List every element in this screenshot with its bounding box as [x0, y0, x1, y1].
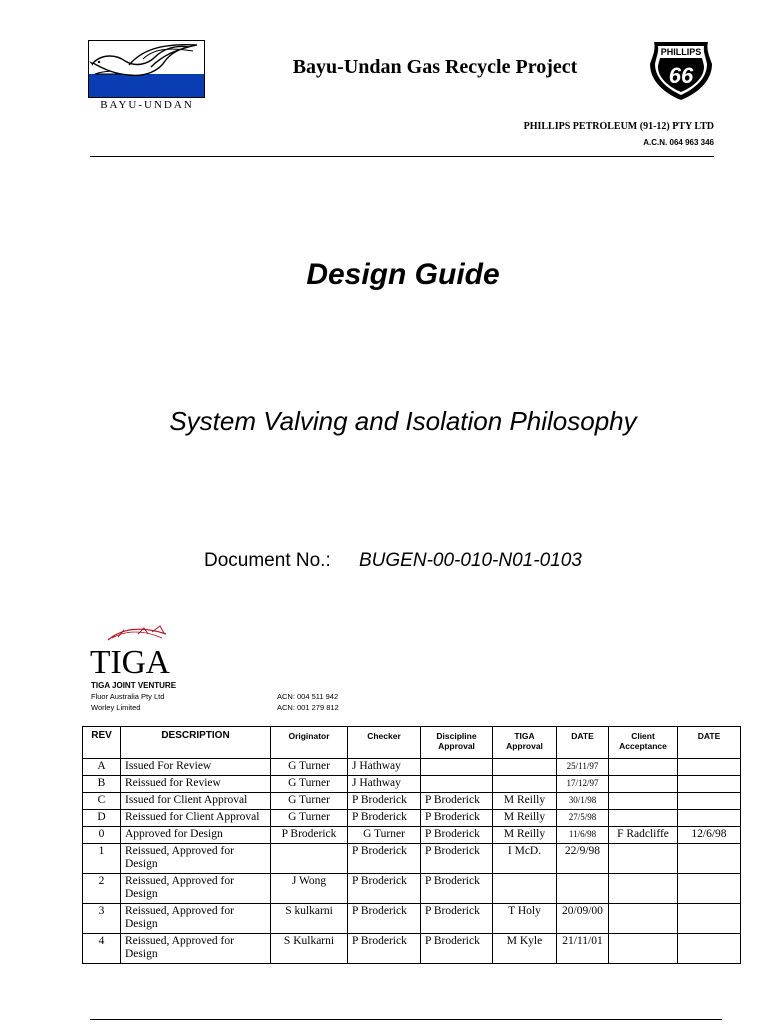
tiga-logo: [88, 624, 172, 676]
document-title: Design Guide: [306, 258, 500, 291]
cell-rev: B: [83, 776, 121, 793]
cell-date: 17/12/97: [557, 776, 609, 793]
cell-description: Issued for Client Approval: [121, 793, 271, 810]
cell-description: Approved for Design: [121, 827, 271, 844]
cell-client-acceptance: [609, 904, 678, 934]
cell-client-date: [678, 874, 741, 904]
cell-client-date: [678, 934, 741, 964]
column-header-date: DATE: [557, 727, 609, 759]
table-header-row: [83, 727, 741, 759]
cell-date: 11/6/98: [557, 827, 609, 844]
cell-date: 27/5/98: [557, 810, 609, 827]
cell-checker: P Broderick: [348, 904, 421, 934]
cell-client-date: [678, 844, 741, 874]
cell-description: Reissued, Approved for Design: [121, 874, 271, 904]
cell-client-acceptance: [609, 776, 678, 793]
cell-checker: J Hathway: [348, 776, 421, 793]
cell-date: [557, 874, 609, 904]
cell-tiga-approval: [493, 874, 557, 904]
cell-client-date: 12/6/98: [678, 827, 741, 844]
cell-client-date: [678, 759, 741, 776]
cell-checker: J Hathway: [348, 759, 421, 776]
column-header-client-acceptance: Client Acceptance: [609, 727, 678, 759]
cell-description: Reissued, Approved for Design: [121, 844, 271, 874]
cell-tiga-approval: [493, 776, 557, 793]
project-title: Bayu-Undan Gas Recycle Project: [292, 56, 578, 78]
cell-date: 25/11/97: [557, 759, 609, 776]
cell-client-acceptance: [609, 793, 678, 810]
bird-emblem-icon: [89, 41, 204, 97]
table-row: [83, 874, 741, 904]
column-header-client-date: DATE: [678, 727, 741, 759]
cell-discipline-approval: P Broderick: [421, 793, 493, 810]
fluor-acn: ACN: 004 511 942: [277, 692, 339, 701]
cell-originator: [271, 844, 348, 874]
cell-originator: G Turner: [271, 776, 348, 793]
cell-checker: P Broderick: [348, 810, 421, 827]
cell-tiga-approval: M Reilly: [493, 810, 557, 827]
bayu-undan-logo: [88, 40, 205, 98]
cell-checker: P Broderick: [348, 934, 421, 964]
column-header-discipline-approval: Discipline Approval: [421, 727, 493, 759]
cell-client-acceptance: [609, 759, 678, 776]
cell-description: Reissued, Approved for Design: [121, 934, 271, 964]
table-row: [83, 904, 741, 934]
cell-client-date: [678, 904, 741, 934]
logo-caption: BAYU-UNDAN: [100, 99, 194, 111]
cell-discipline-approval: P Broderick: [421, 874, 493, 904]
cell-description: Reissued, Approved for Design: [121, 904, 271, 934]
table-row: [83, 759, 741, 776]
cell-rev: 3: [83, 904, 121, 934]
cell-discipline-approval: P Broderick: [421, 810, 493, 827]
cell-originator: S Kulkarni: [271, 934, 348, 964]
cell-discipline-approval: P Broderick: [421, 827, 493, 844]
cell-tiga-approval: M Reilly: [493, 827, 557, 844]
cell-checker: P Broderick: [348, 874, 421, 904]
worley-company-name: Worley Limited: [91, 703, 141, 712]
company-acn: A.C.N. 064 963 346: [643, 138, 714, 147]
cell-client-acceptance: [609, 810, 678, 827]
cell-originator: G Turner: [271, 810, 348, 827]
cell-date: 20/09/00: [557, 904, 609, 934]
fluor-company-name: Fluor Australia Pty Ltd: [91, 692, 165, 701]
cell-discipline-approval: P Broderick: [421, 844, 493, 874]
cell-date: 21/11/01: [557, 934, 609, 964]
table-row: [83, 827, 741, 844]
cell-discipline-approval: [421, 776, 493, 793]
cell-originator: P Broderick: [271, 827, 348, 844]
table-row: [83, 934, 741, 964]
cell-client-date: [678, 776, 741, 793]
phillips-logo-word: PHILLIPS: [660, 47, 702, 57]
cell-checker: P Broderick: [348, 844, 421, 874]
cell-client-acceptance: F Radcliffe: [609, 827, 678, 844]
column-header-originator: Originator: [271, 727, 348, 759]
column-header-checker: Checker: [348, 727, 421, 759]
table-row: [83, 810, 741, 827]
cell-originator: G Turner: [271, 759, 348, 776]
cell-originator: J Wong: [271, 874, 348, 904]
cell-checker: G Turner: [348, 827, 421, 844]
column-header-description: DESCRIPTION: [121, 727, 271, 759]
phillips-logo-number: 66: [668, 63, 694, 88]
worley-acn: ACN: 001 279 812: [277, 703, 339, 712]
cell-description: Issued For Review: [121, 759, 271, 776]
cell-client-date: [678, 810, 741, 827]
column-header-rev: REV: [83, 727, 121, 759]
cell-rev: D: [83, 810, 121, 827]
cell-client-acceptance: [609, 844, 678, 874]
cell-client-date: [678, 793, 741, 810]
cell-date: 30/1/98: [557, 793, 609, 810]
document-number-label: Document No.:: [204, 550, 331, 571]
cell-rev: C: [83, 793, 121, 810]
cell-tiga-approval: M Reilly: [493, 793, 557, 810]
revision-table: [82, 726, 741, 964]
header-divider: [90, 156, 714, 157]
cell-tiga-approval: M Kyle: [493, 934, 557, 964]
column-header-tiga-approval: TIGA Approval: [493, 727, 557, 759]
document-number-value: BUGEN-00-010-N01-0103: [359, 550, 582, 571]
cell-date: 22/9/98: [557, 844, 609, 874]
cell-discipline-approval: P Broderick: [421, 904, 493, 934]
company-name: PHILLIPS PETROLEUM (91-12) PTY LTD: [523, 121, 714, 132]
cell-rev: 0: [83, 827, 121, 844]
cell-rev: A: [83, 759, 121, 776]
table-row: [83, 776, 741, 793]
cell-description: Reissued for Client Approval: [121, 810, 271, 827]
document-subtitle: System Valving and Isolation Philosophy: [169, 406, 637, 436]
cell-tiga-approval: T Holy: [493, 904, 557, 934]
cell-tiga-approval: [493, 759, 557, 776]
cell-description: Reissued for Review: [121, 776, 271, 793]
tiga-logo-wordmark: TIGA: [90, 644, 171, 676]
cell-checker: P Broderick: [348, 793, 421, 810]
tiga-joint-venture: TIGA JOINT VENTURE: [91, 681, 177, 690]
cell-client-acceptance: [609, 934, 678, 964]
cell-rev: 4: [83, 934, 121, 964]
cell-discipline-approval: P Broderick: [421, 934, 493, 964]
cell-client-acceptance: [609, 874, 678, 904]
cell-originator: S kulkarni: [271, 904, 348, 934]
cell-tiga-approval: I McD.: [493, 844, 557, 874]
footer-divider: [90, 1019, 722, 1020]
cell-discipline-approval: [421, 759, 493, 776]
cell-rev: 1: [83, 844, 121, 874]
phillips-66-shield-icon: [648, 38, 714, 102]
table-row: [83, 793, 741, 810]
cell-rev: 2: [83, 874, 121, 904]
cell-originator: G Turner: [271, 793, 348, 810]
table-row: [83, 844, 741, 874]
